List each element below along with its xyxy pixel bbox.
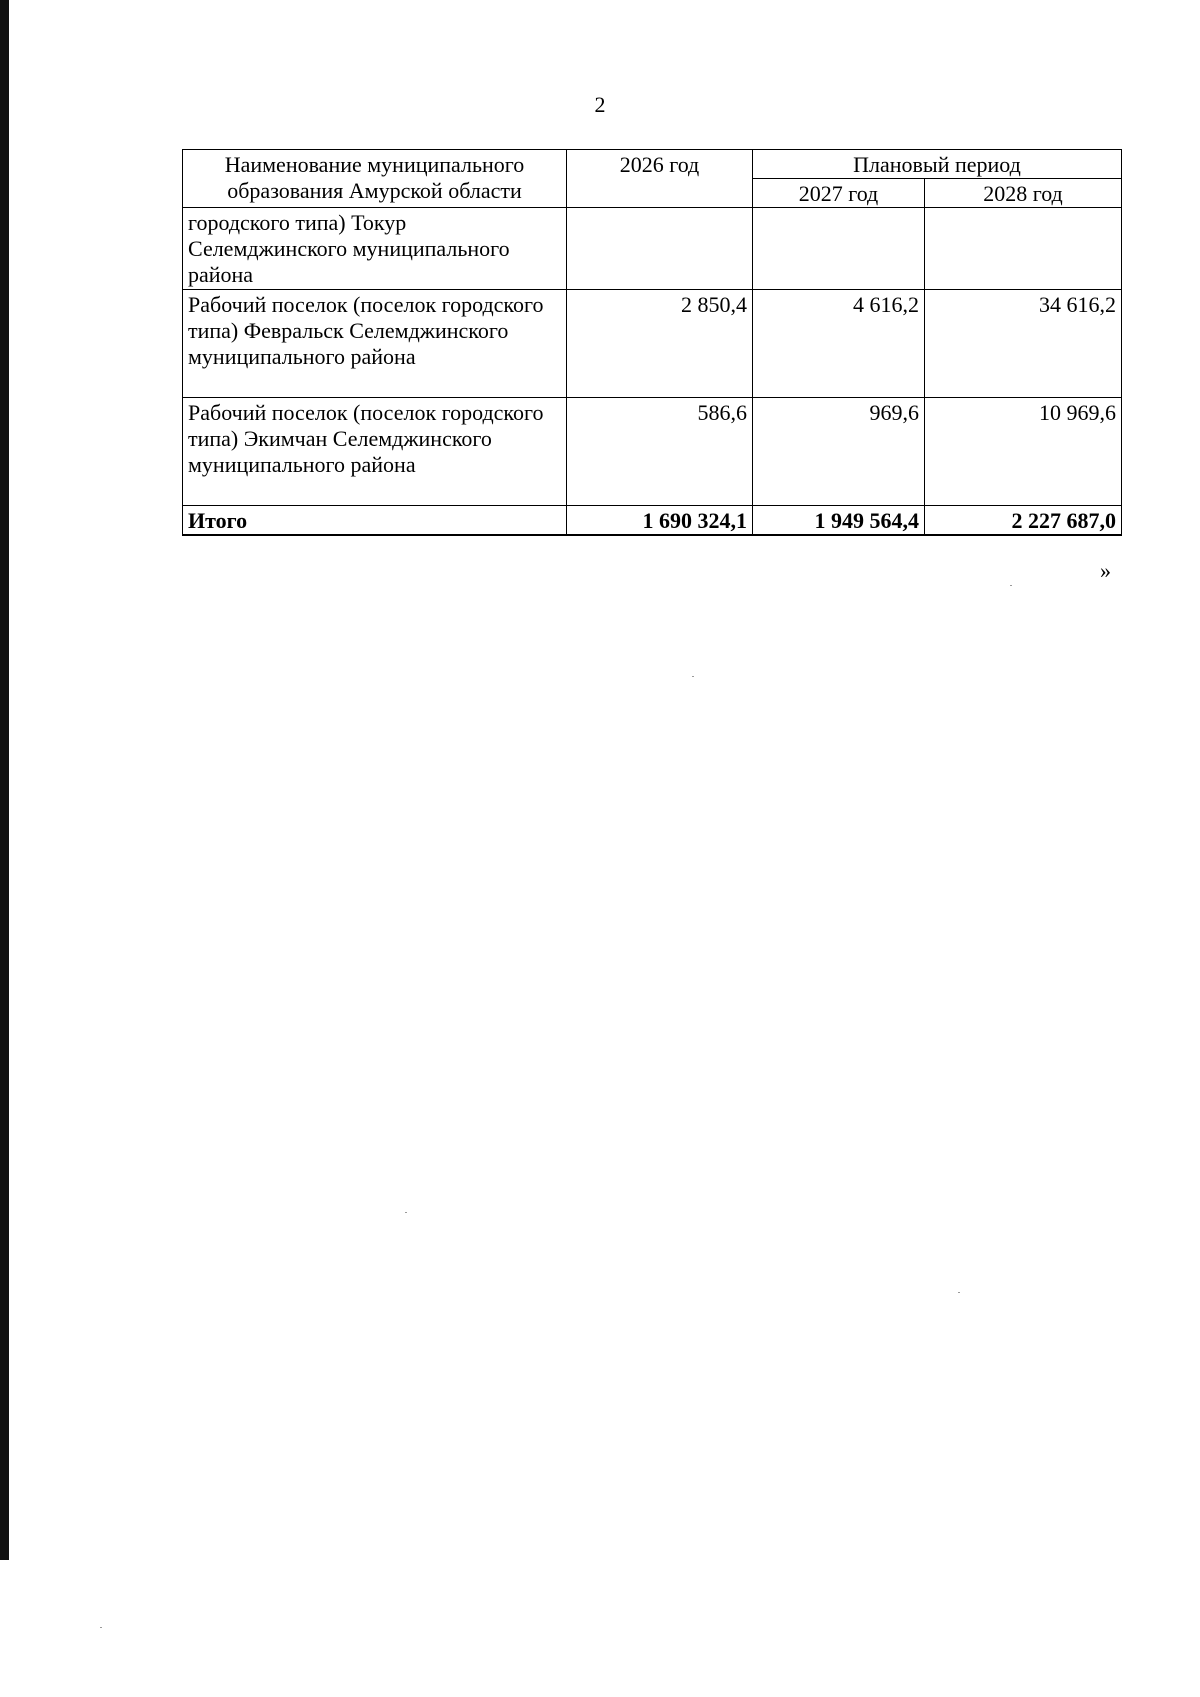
row-name: Рабочий поселок (поселок городского типа) Февральск Селемджинского муниципального района [183,290,567,398]
row-value-2027: 4 616,2 [753,290,925,398]
total-value-2026: 1 690 324,1 [567,506,753,536]
row-value-2028: 10 969,6 [925,398,1122,506]
total-value-2028: 2 227 687,0 [925,506,1122,536]
row-value-2026 [567,208,753,290]
scan-speck [405,1212,407,1213]
table-row [183,208,1122,290]
header-year-2026: 2026 год [567,150,753,208]
budget-allocation-table [182,149,1122,536]
row-value-2026: 586,6 [567,398,753,506]
page-number: 2 [594,92,606,117]
row-value-2027: 969,6 [753,398,925,506]
closing-quote-mark: » [1100,558,1111,583]
row-name: Рабочий поселок (поселок городского типа) Экимчан Селемджинского муниципального района [183,398,567,506]
table-header-row [183,150,1122,179]
scan-speck [100,1627,102,1628]
scan-speck [692,676,694,677]
scan-edge-shadow [0,0,9,1560]
header-year-2027: 2027 год [753,179,925,208]
total-label: Итого [183,506,567,536]
row-value-2028: 34 616,2 [925,290,1122,398]
row-value-2028 [925,208,1122,290]
row-value-2027 [753,208,925,290]
header-planned-period: Плановый период [753,150,1122,179]
row-value-2026: 2 850,4 [567,290,753,398]
row-name: городского типа) Токур Селемджинского муниципального района [183,208,567,290]
scan-speck [1010,585,1012,586]
total-value-2027: 1 949 564,4 [753,506,925,536]
scan-speck [958,1292,960,1293]
table-row [183,398,1122,506]
header-municipality-name: Наименование муниципального образования Амурской области [183,150,567,208]
header-year-2028: 2028 год [925,179,1122,208]
table-total-row [183,506,1122,536]
table-row [183,290,1122,398]
